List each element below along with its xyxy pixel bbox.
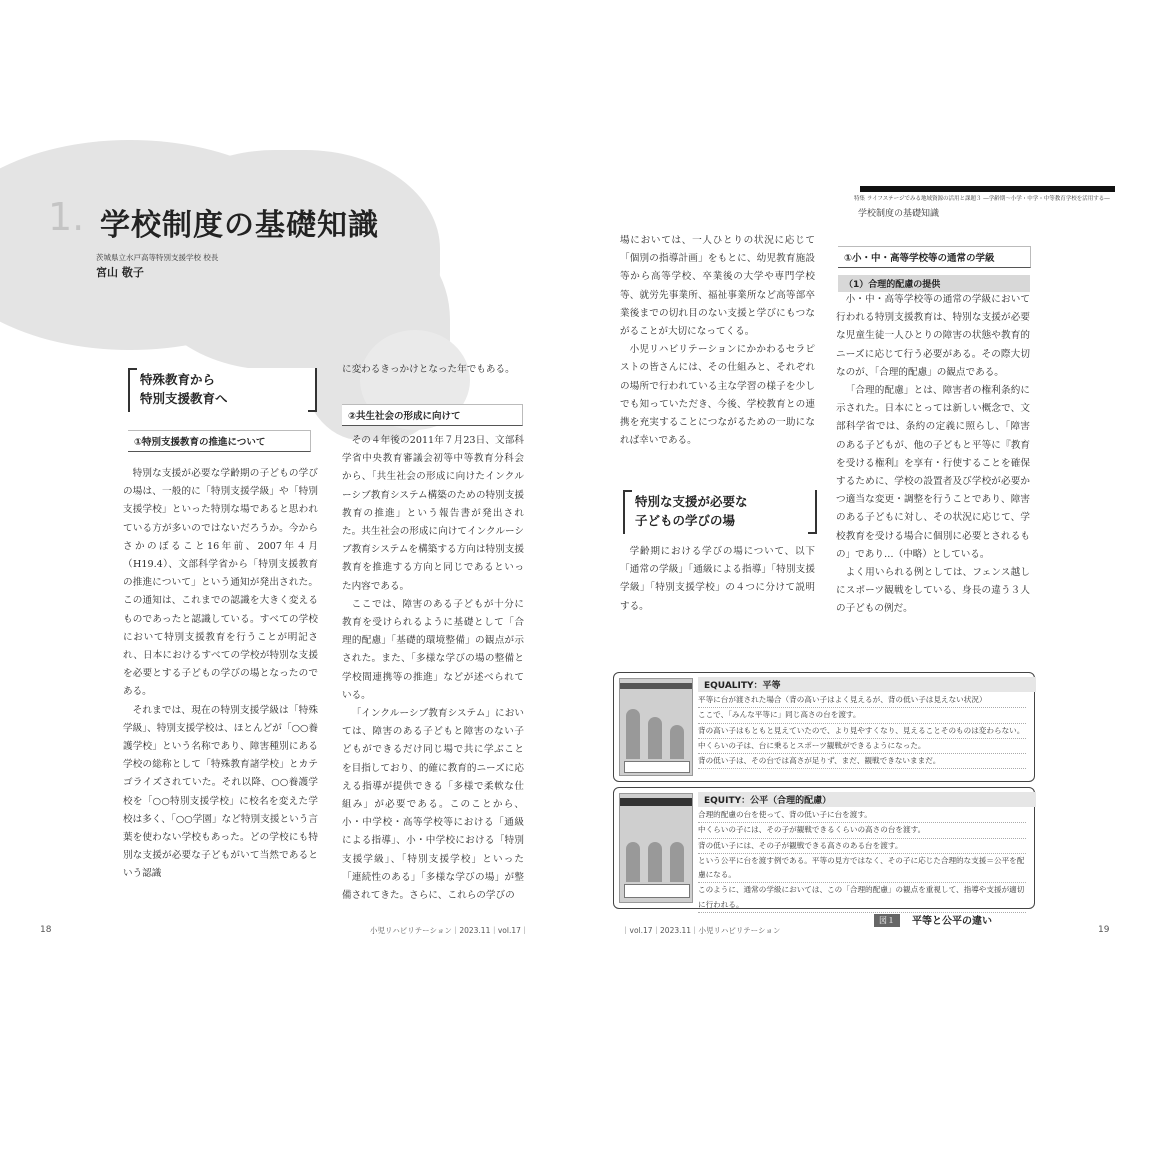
body-column-4: [836, 291, 1030, 619]
equity-title: EQUITY：公平（合理的配慮）: [698, 792, 1036, 807]
text-line: 背の低い子は、その台では高さが足りず、まだ、観戦できないままだ。: [698, 754, 1026, 769]
text-line: 合理的配慮の台を使って、背の低い子に台を渡す。: [698, 808, 1026, 823]
text-line: という公平に台を渡す例である。平等の見方ではなく、その子に応じた合理的な支援＝公平を配慮になる。: [698, 854, 1026, 884]
equality-text: [698, 693, 1026, 769]
subsection-heading: ①小・中・高等学校等の通常の学級: [838, 246, 1031, 268]
text-line: 平等に台が渡された場合（背の高い子はよく見えるが、背の低い子は見えない状況）: [698, 693, 1026, 708]
section-label: 学校制度の基礎知識: [858, 209, 940, 219]
page-title: 学校制度の基礎知識: [100, 208, 379, 243]
title-number: 1.: [48, 195, 85, 239]
text-line: 背の低い子には、その子が観戦できる高さのある台を渡す。: [698, 839, 1026, 854]
paragraph: ここでは、障害のある子どもが十分に教育を受けられるように基礎として「合理的配慮」「基礎的環境整備」の観点が示された。また、「多様な学びの場の整備と学校間連携等の推進」などが述べられている。: [342, 598, 524, 701]
body-column-2-top: [342, 361, 522, 379]
page-number-left: 18: [40, 925, 52, 935]
paragraph: その４年後の2011年７月23日、文部科学省中央教育審議会初等中等教育分科会から、「共生社会の形成に向けたインクルーシブ教育システム構築のための特別支援教育の推進」という報告書が発出された。共生社会の形成に向けてインクルーシブ教育システムを構築する方向は特別支援教育を推進する方向と同じであるといった内容である。: [342, 435, 524, 592]
paragraph: 場においては、一人ひとりの状況に応じて「個別の指導計画」をもとに、幼児教育施設等から高等学校、卒業後の大学や専門学校等、就労先事業所、福祉事業所など高等部卒業後までの切れ目のない支援と学びにもつながることが大切になってくる。: [620, 235, 815, 338]
header-bar: [860, 186, 1115, 192]
paragraph: 学齢期における学びの場について、以下「通常の学級」「通級による指導」「特別支援学級」「特別支援学校」の４つに分けて説明する。: [620, 546, 815, 612]
paragraph: 「合理的配慮」とは、障害者の権利条約に示された。日本にとっては新しい概念で、文部科学省では、条約の定義に照らし、「障害のある子どもが、他の子どもと平等に『教育を受ける権利』を享有・行使することを確保するために、学校の設置者及び学校が必要かつ適当な変更・調整を行うことであり、障害のある子どもに対し、その状況に応じて、学校教育を受ける場合に個別に必要とされるもの」であり…（中略）としている。: [836, 385, 1030, 560]
section-heading-line1: 特別な支援が必要な: [635, 494, 748, 509]
subsection-heading: ②共生社会の形成に向けて: [342, 404, 523, 426]
equity-illustration: [619, 793, 693, 903]
text-line: ここで、「みんな平等に」同じ高さの台を渡す。: [698, 708, 1026, 723]
body-column-2: [342, 432, 524, 905]
equity-text: [698, 808, 1026, 913]
running-footer-right: ｜vol.17｜2023.11｜小児リハビリテーション: [622, 926, 781, 935]
text-line: 背の高い子はもともと見えていたので、より見やすくなり、見えることそのものは変わらない。: [698, 724, 1026, 739]
equity-figure-box: [613, 787, 1035, 909]
section-heading-line2: 子どもの学びの場: [635, 513, 736, 528]
section-heading-box: [128, 368, 317, 412]
paragraph: 小・中・高等学校等の通常の学級において行われる特別支援教育は、特別な支援が必要な児童生徒一人ひとりの障害の状態や教育的ニーズに応じて行う必要がある。その際大切なのが、「合理的配慮」の観点である。: [836, 294, 1030, 378]
text-line: 中くらいの子は、台に乗るとスポーツ観戦ができるようになった。: [698, 739, 1026, 754]
running-footer-left: 小児リハビリテーション｜2023.11｜vol.17｜: [370, 926, 529, 935]
figure-label: 図１: [874, 914, 900, 927]
text-line: 中くらいの子には、その子が観戦できるくらいの高さの台を渡す。: [698, 823, 1026, 838]
paragraph: それまでは、現在の特別支援学級は「特殊学級」、特別支援学校は、ほとんどが「○○養護学校」という名称であり、障害種別にある学校の総称として「特殊教育諸学校」とカテゴライズされていた。それ以降、○○養護学校を「○○特別支援学校」に校名を変えた学校は多く、「○○学園」など特別支援という言葉を使わない学校もあった。どの学校にも特別な支援が必要な子どもがいて当然であるという認識: [123, 704, 318, 880]
equality-illustration: [619, 678, 693, 776]
paragraph: 小児リハビリテーションにかかわるセラピストの皆さんには、その仕組みと、それぞれの場所で行われている主な学習の様子を少しでも知っていただき、今後、学校教育との連携を充実することにつながるための一助になれば幸いである。: [620, 344, 815, 447]
equality-title: EQUALITY：平等: [698, 677, 1036, 692]
subsection-heading: ①特別支援教育の推進について: [128, 430, 311, 452]
paragraph: 「インクルーシブ教育システム」においては、障害のある子どもと障害のない子どもができるだけ同じ場で共に学ぶことを目指しており、的確に教育的ニーズに応える指導が提供できる「多様で柔軟な仕組み」が必要である。このことから、小・中学校・高等学校等における「通級による指導」、小・中学校における「特別支援学級」、「特別支援学校」といった「連続性のある」「多様な学びの場」が整備されてきた。さらに、これらの学びの: [342, 708, 524, 902]
equality-figure-box: [613, 672, 1035, 782]
running-header: 特集 ライフステージでみる地域資源の活用と課題３ ―学齢期〜小学・中学・中等教育学校を活用する―: [854, 196, 1110, 202]
body-column-1: [123, 465, 318, 884]
body-column-3b: [620, 543, 815, 616]
paragraph: 特別な支援が必要な学齢期の子どもの学びの場は、一般的に「特別支援学級」や「特別支援学校」といった特別な場であると思われている方が多いのではないだろうか。今からさかのぼること16年前、2007年４月（H19.4）、文部科学省から「特別支援教育の推進について」という通知が発出された。この通知は、これまでの認識を大きく変えるものであったと認識している。すべての学校において特別支援教育を行うことが明記され、日本におけるすべての学校が特別な支援を必要とする子どもの学びの場となったのである。: [123, 468, 318, 698]
author-name: 宮山 敬子: [96, 266, 144, 279]
author-affiliation: 茨城県立水戸高等特別支援学校 校長: [96, 253, 219, 262]
figure-caption: 平等と公平の違い: [912, 916, 992, 927]
paragraph: に変わるきっかけとなった年でもある。: [342, 364, 515, 375]
subsubsection-heading: （1）合理的配慮の提供: [838, 275, 1030, 292]
text-line: このように、通常の学級においては、この「合理的配慮」の観点を重視して、指導や支援が適切に行われる。: [698, 883, 1026, 913]
section-heading-line1: 特殊教育から: [140, 372, 216, 387]
section-heading-line2: 特別支援教育へ: [140, 391, 228, 406]
page-number-right: 19: [1098, 925, 1110, 935]
body-column-3: [620, 232, 815, 450]
paragraph: よく用いられる例としては、フェンス越しにスポーツ観戦をしている、身長の違う３人の子どもの例だ。: [836, 567, 1030, 615]
section-heading-box: [623, 490, 817, 534]
